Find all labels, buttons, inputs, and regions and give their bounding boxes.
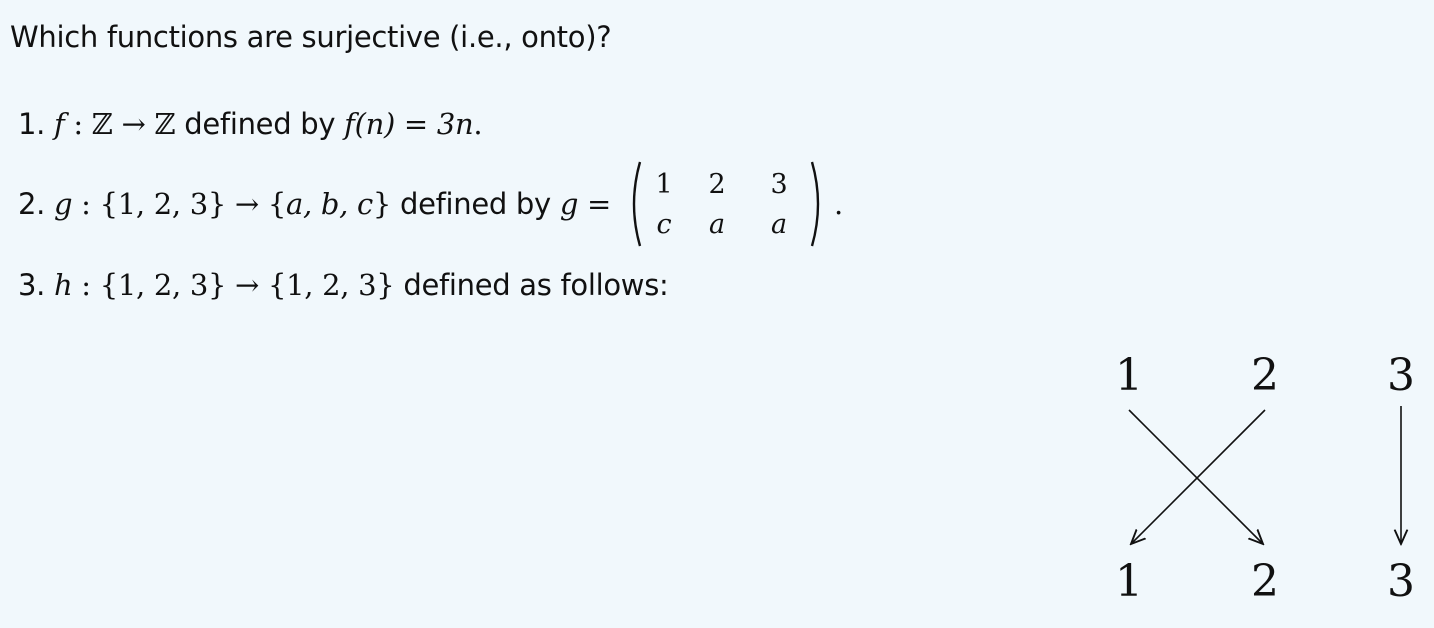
colon: : bbox=[64, 107, 92, 141]
list-item-2 bbox=[18, 160, 843, 248]
diagram-bottom-1: 1 bbox=[1115, 556, 1143, 607]
question-text: Which functions are surjective (i.e., onto)? bbox=[10, 20, 612, 54]
colon: : bbox=[72, 268, 100, 302]
matrix-top-1: 1 bbox=[655, 168, 673, 200]
diagram-bottom-3: 3 bbox=[1387, 556, 1415, 607]
two-line-matrix bbox=[626, 160, 826, 248]
function-name-g: g bbox=[54, 187, 73, 221]
item-number: 3. bbox=[18, 268, 46, 302]
domain-set: ℤ bbox=[91, 107, 113, 141]
left-paren bbox=[626, 160, 642, 248]
diagram-top-3: 3 bbox=[1387, 350, 1415, 401]
list-item-3 bbox=[18, 268, 669, 302]
defined-as-text: defined as follows: bbox=[394, 268, 669, 302]
right-paren bbox=[810, 160, 826, 248]
codomain-elements: a, b, c bbox=[286, 187, 373, 221]
diagram-bottom-2: 2 bbox=[1251, 556, 1279, 607]
defined-by-text: defined by bbox=[175, 107, 345, 141]
item-number: 1. bbox=[18, 107, 46, 141]
matrix-grid bbox=[642, 164, 810, 244]
period: . bbox=[833, 187, 843, 221]
codomain-close-brace: } bbox=[372, 187, 392, 221]
mapping-diagram bbox=[1100, 340, 1420, 620]
matrix-bottom-3: a bbox=[771, 208, 787, 240]
period: . bbox=[473, 107, 483, 141]
diagram-top-1: 1 bbox=[1115, 350, 1143, 401]
defined-by-text: defined by bbox=[391, 187, 560, 221]
expr-function: g bbox=[559, 187, 579, 221]
colon: : bbox=[72, 187, 100, 221]
expr-rhs: 3n bbox=[436, 107, 474, 141]
list-item-1 bbox=[18, 107, 482, 141]
codomain-set: {1, 2, 3} bbox=[267, 268, 395, 302]
codomain-open-brace: { bbox=[267, 187, 287, 221]
expr-argument: (n) bbox=[354, 107, 395, 141]
matrix-top-2: 2 bbox=[708, 168, 726, 200]
item-number: 2. bbox=[18, 187, 46, 221]
expr-function: f bbox=[344, 107, 355, 141]
equals-sign: = bbox=[394, 107, 437, 141]
matrix-top-3: 3 bbox=[770, 168, 788, 200]
function-name-h: h bbox=[54, 268, 73, 302]
domain-set: {1, 2, 3} bbox=[99, 268, 227, 302]
arrow-2-to-1 bbox=[1131, 410, 1265, 544]
matrix-bottom-1: c bbox=[656, 208, 672, 240]
domain-set: {1, 2, 3} bbox=[99, 187, 227, 221]
matrix-bottom-2: a bbox=[709, 208, 725, 240]
arrow: → bbox=[226, 268, 268, 302]
equals-sign: = bbox=[578, 187, 620, 221]
arrow: → bbox=[112, 107, 155, 141]
arrow: → bbox=[226, 187, 268, 221]
arrow-1-to-2 bbox=[1129, 410, 1263, 544]
function-name-f: f bbox=[54, 107, 65, 141]
codomain-set: ℤ bbox=[154, 107, 176, 141]
diagram-top-2: 2 bbox=[1251, 350, 1279, 401]
